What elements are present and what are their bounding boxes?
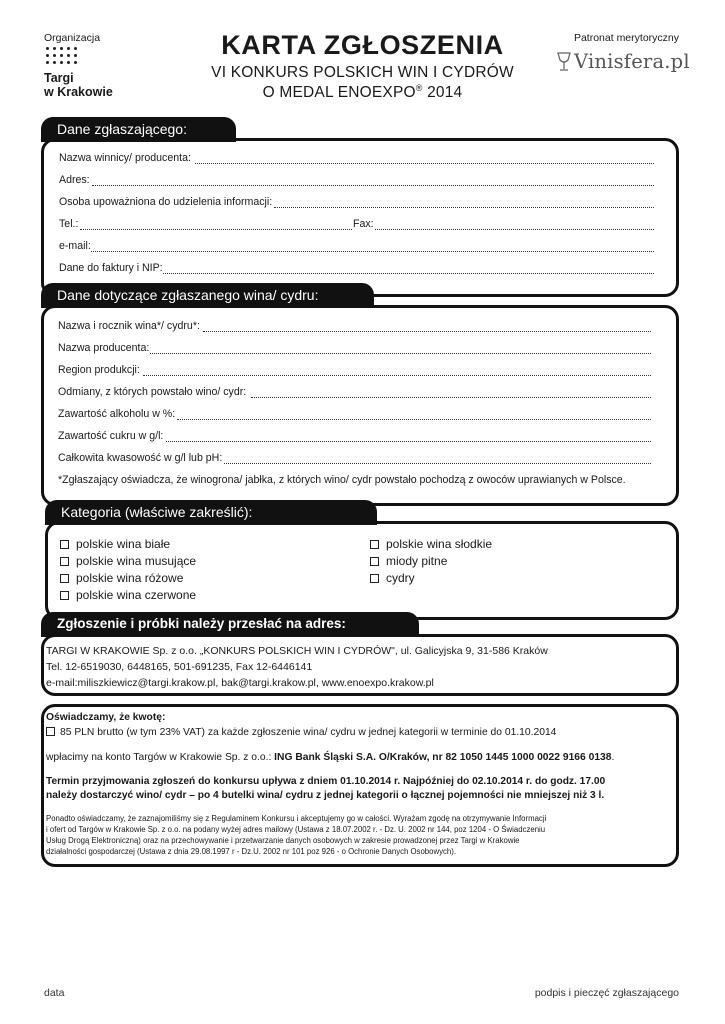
address-emails: e-mail:miliszkiewicz@targi.krakow.pl, bak@targi.krakow.pl, www.enoexpo.krakow.pl bbox=[46, 677, 434, 689]
legal-line: i ofert od Targów w Krakowie Sp. z o.o. na podany wyżej adres mailowy (Ustawa z 18.07.2002 r. - Dz. U. 2002 nr 144, poz 1204 - O Świadczeniu bbox=[46, 825, 546, 834]
address-phones: Tel. 12-6519030, 6448165, 501-691235, Fax 12-6446141 bbox=[46, 661, 313, 673]
category-label: polskie wina musujące bbox=[76, 554, 197, 568]
form-title: KARTA ZGŁOSZENIA bbox=[221, 30, 504, 60]
legal-line: Ponadto oświadczamy, że zaznajomiliśmy się z Regulaminem Konkursu i akceptujemy go w całości. Wyrażam zgodę na otrzymywanie Informacji bbox=[46, 814, 547, 823]
category-label: polskie wina różowe bbox=[76, 571, 184, 585]
legal-line: działalności gospodarczej (Ustawa z dnia 29.08.1997 r - Dz.U. 2002 nr 101 poz 926 - o Ochronie Danych Osobowych). bbox=[46, 847, 456, 856]
section-applicant-box bbox=[41, 138, 679, 297]
organizer-name-line2: w Krakowie bbox=[44, 85, 113, 99]
organizer-label: Organizacja bbox=[44, 32, 101, 44]
category-label: polskie wina słodkie bbox=[386, 537, 493, 551]
checkbox-square-icon[interactable] bbox=[46, 727, 55, 736]
varieties-label: Odmiany, z których powstało wino/ cydr: bbox=[58, 386, 247, 398]
wine-glass-icon bbox=[555, 52, 573, 72]
region-label: Region produkcji: bbox=[58, 364, 140, 376]
payment-end: . bbox=[611, 752, 615, 763]
section-category-box bbox=[45, 521, 679, 620]
winery-label: Nazwa winnicy/ producenta: bbox=[59, 152, 191, 164]
payment-line bbox=[46, 752, 614, 763]
legal-consent-text bbox=[46, 813, 680, 857]
subtitle-medal-text: O MEDAL ENOEXPO bbox=[262, 84, 416, 102]
form-subtitle-line2 bbox=[0, 83, 725, 102]
section-address-box bbox=[41, 634, 679, 696]
category-label: miody pitne bbox=[386, 554, 448, 568]
fee-checkbox-row[interactable] bbox=[46, 727, 556, 738]
wine-name-label: Nazwa i rocznik wina*/ cydru*: bbox=[58, 320, 200, 332]
subtitle-year: 2014 bbox=[422, 84, 463, 102]
patron-name: Vinisfera.pl bbox=[574, 50, 690, 73]
fax-label: Fax: bbox=[353, 218, 374, 230]
sugar-label: Zawartość cukru w g/l: bbox=[58, 430, 164, 442]
address-label: Adres: bbox=[59, 174, 90, 186]
deadline-line2: należy dostarczyć wino/ cydr – po 4 butelki wina/ cydru z jednej kategorii o łącznej pojemności nie mniejszej niż 3 l. bbox=[46, 790, 605, 801]
address-company: TARGI W KRAKOWIE Sp. z o.o. „KONKURS POLSKICH WIN I CYDRÓW", ul. Galicyjska 9, 31-586 Kraków bbox=[46, 645, 548, 657]
section-address-tab: Zgłoszenie i próbki należy przesłać na adres: bbox=[41, 612, 419, 637]
date-label: data bbox=[44, 987, 65, 999]
signature-label: podpis i pieczęć zgłaszającego bbox=[534, 987, 679, 999]
declaration-heading: Oświadczamy, że kwotę: bbox=[46, 712, 166, 723]
patron-label: Patronat merytoryczny bbox=[573, 32, 679, 44]
patron-logo bbox=[555, 50, 690, 76]
tel-label: Tel.: bbox=[59, 218, 79, 230]
section-category-tab: Kategoria (właściwe zakreślić): bbox=[45, 500, 377, 525]
section-wine-box bbox=[41, 305, 679, 506]
payment-intro: wpłacimy na konto Targów w Krakowie Sp. z o.o.: bbox=[46, 752, 275, 763]
category-label: polskie wina białe bbox=[76, 537, 171, 551]
form-subtitle-line1: VI KONKURS POLSKICH WIN I CYDRÓW bbox=[211, 64, 514, 81]
category-label: cydry bbox=[386, 571, 415, 585]
bank-account: ING Bank Śląski S.A. O/Kraków, nr 82 1050 1445 1000 0022 9166 0138 bbox=[274, 752, 612, 763]
registered-mark: ® bbox=[415, 83, 423, 93]
producer-label: Nazwa producenta: bbox=[58, 342, 150, 354]
fee-text: 85 PLN brutto (w tym 23% VAT) za każde zgłoszenie wina/ cydru w jednej kategorii w terminie do 01.10.2014 bbox=[60, 727, 557, 738]
invoice-label: Dane do faktury i NIP: bbox=[59, 262, 163, 274]
email-label: e-mail: bbox=[59, 240, 91, 252]
deadline-line1: Termin przyjmowania zgłoszeń do konkursu upływa z dniem 01.10.2014 r. Najpóźniej do 02.10.2014 r. do godz. 17.00 bbox=[46, 776, 606, 787]
acidity-label: Całkowita kwasowość w g/l lub pH: bbox=[58, 452, 223, 464]
origin-note: *Zgłaszający oświadcza, że winogrona/ jabłka, z których wino/ cydr powstało pochodzą z owoców uprawianych w Polsce. bbox=[58, 474, 626, 486]
category-label: polskie wina czerwone bbox=[76, 588, 197, 602]
section-applicant-tab: Dane zgłaszającego: bbox=[41, 117, 236, 142]
section-wine-tab: Dane dotyczące zgłaszanego wina/ cydru: bbox=[41, 283, 374, 308]
alcohol-label: Zawartość alkoholu w %: bbox=[58, 408, 176, 420]
organizer-name-line1: Targi bbox=[44, 71, 74, 85]
contact-person-label: Osoba upoważniona do udzielenia informacji: bbox=[59, 196, 273, 208]
legal-line: Usług Drogą Elektroniczną) oraz na przechowywanie i przetwarzanie danych osobowych w zakresie prowadzonej przez Targi w Krakowie bbox=[46, 836, 520, 845]
